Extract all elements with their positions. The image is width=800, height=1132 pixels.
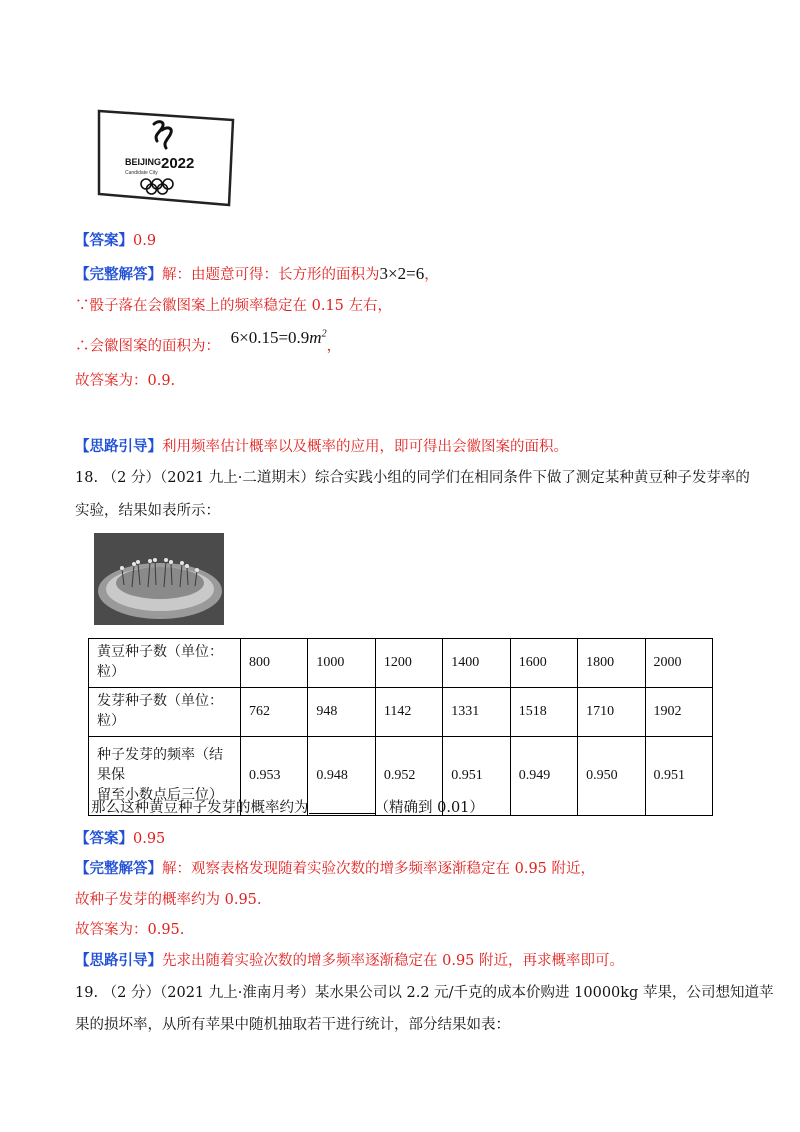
q18-solution-line2: 故种子发芽的概率约为 0.95. — [75, 892, 262, 908]
emblem-beijing-text: BEIJING — [125, 157, 162, 167]
q18-stem-line1: 18. （2 分）（2021 九上·二道期末）综合实践小组的同学们在相同条件下做了测定某种黄豆种子发芽率的 — [75, 470, 750, 486]
answer-label: 【答案】 — [75, 232, 133, 249]
hint-label: 【思路引导】 — [75, 952, 162, 969]
table-cell: 1000 — [308, 639, 375, 688]
answer-value: 0.9 — [133, 233, 157, 249]
emblem-year-text: 2022 — [161, 155, 195, 172]
q17-answer — [75, 231, 156, 251]
table-cell: 1200 — [375, 639, 442, 688]
row-header: 黄豆种子数（单位： 粒） — [89, 639, 241, 688]
table-cell: 0.950 — [578, 737, 645, 816]
q17-hint — [75, 437, 568, 457]
seedling-plate-photo — [94, 533, 224, 625]
solution-label: 【完整解答】 — [75, 860, 162, 877]
q18-solution-line3: 故答案为：0.95. — [75, 922, 185, 938]
math-area-expression: 3×2=6 — [379, 264, 425, 283]
answer-label: 【答案】 — [75, 830, 133, 847]
hint-text: 先求出随着实验次数的增多频率逐渐稳定在 0.95 附近，再求概率即可。 — [162, 953, 625, 969]
table-row — [89, 639, 713, 688]
q19-stem-line2: 果的损坏率，从所有苹果中随机抽取若干进行统计，部分结果如表： — [75, 1017, 510, 1033]
q18-answer — [75, 829, 165, 849]
q18-solution-line1 — [75, 859, 595, 879]
hint-label: 【思路引导】 — [75, 438, 162, 455]
table-cell: 1902 — [645, 688, 712, 737]
q17-solution-line3: ∴会徽图案的面积为： $6\times 0.15=0.9m^2$， — [75, 327, 342, 355]
table-cell: 1331 — [443, 688, 510, 737]
table-cell: 1142 — [375, 688, 442, 737]
q18-question-line: 那么这种黄豆种子发芽的概率约为 （精确到 0.01） — [91, 800, 484, 816]
hint-text: 利用频率估计概率以及概率的应用，即可得出会徽图案的面积。 — [162, 439, 568, 455]
beijing-2022-emblem-image — [96, 108, 236, 208]
table-cell: 0.951 — [645, 737, 712, 816]
table-cell: 1518 — [510, 688, 577, 737]
q17-solution-line2: ∵骰子落在会徽图案上的频率稳定在 0.15 左右， — [75, 298, 393, 314]
table-cell: 0.951 — [443, 737, 510, 816]
q17-solution-line1: 【完整解答】解：由题意可得：长方形的面积为3×2=6， — [75, 264, 439, 283]
q18-stem-line2: 实验，结果如表所示： — [75, 503, 220, 519]
table-cell: 1400 — [443, 639, 510, 688]
table-cell: 0.948 — [308, 737, 375, 816]
row-header: 种子发芽的频率（结 果保 留至小数点后三位） — [89, 737, 241, 816]
emblem-subline-text: Candidate City — [125, 170, 158, 176]
row-header: 发芽种子数（单位： 粒） — [89, 688, 241, 737]
table-cell: 0.952 — [375, 737, 442, 816]
math-emblem-area-expression: $6\times 0.15=0.9m^2$ — [230, 327, 327, 347]
q19-stem-line1: 19. （2 分）（2021 九上·淮南月考）某水果公司以 2.2 元/千克的成本价购进 10000kg 苹果，公司想知道苹 — [75, 985, 774, 1001]
answer-blank — [309, 799, 375, 814]
solution-text: 解：观察表格发现随着实验次数的增多频率逐渐稳定在 0.95 附近， — [162, 861, 596, 877]
table-row — [89, 688, 713, 737]
table-cell: 800 — [241, 639, 308, 688]
table-cell: 1710 — [578, 688, 645, 737]
seed-germination-table — [88, 638, 713, 816]
solution-label: 【完整解答】 — [75, 266, 162, 283]
table-cell: 1600 — [510, 639, 577, 688]
q18-hint — [75, 951, 624, 971]
answer-value: 0.95 — [133, 831, 166, 847]
table-cell: 2000 — [645, 639, 712, 688]
table-cell: 1800 — [578, 639, 645, 688]
table-cell: 948 — [308, 688, 375, 737]
q17-solution-line4: 故答案为：0.9. — [75, 373, 176, 389]
table-cell: 0.953 — [241, 737, 308, 816]
table-cell: 0.949 — [510, 737, 577, 816]
solution-text: 解：由题意可得：长方形的面积为 — [162, 267, 380, 283]
table-cell: 762 — [241, 688, 308, 737]
